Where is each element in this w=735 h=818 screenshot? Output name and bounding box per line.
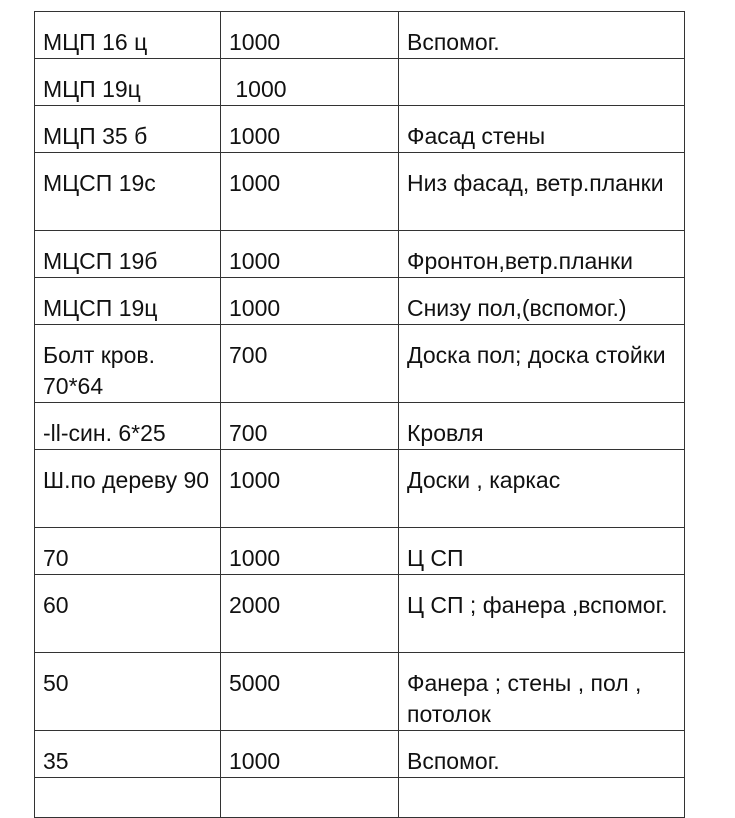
table-row — [35, 106, 685, 153]
table-row — [35, 12, 685, 59]
table-row — [35, 153, 685, 231]
cell-qty: 2000 — [221, 575, 399, 653]
cell-use: Доска пол; доска стойки — [399, 325, 685, 403]
cell-use: Фронтон,ветр.планки — [399, 231, 685, 278]
cell-qty: 1000 — [221, 278, 399, 325]
cell-name: 50 — [35, 653, 221, 731]
table-row — [35, 575, 685, 653]
table-row — [35, 231, 685, 278]
cell-use: Доски , каркас — [399, 450, 685, 528]
cell-use: Вспомог. — [399, 731, 685, 778]
table-body — [35, 12, 685, 818]
cell-qty: 1000 — [221, 59, 399, 106]
cell-name — [35, 778, 221, 818]
cell-qty: 1000 — [221, 528, 399, 575]
cell-name: МЦСП 19б — [35, 231, 221, 278]
table-row — [35, 450, 685, 528]
cell-use — [399, 59, 685, 106]
cell-name: Болт кров. 70*64 — [35, 325, 221, 403]
table-row — [35, 653, 685, 731]
cell-name: -ll-син. 6*25 — [35, 403, 221, 450]
cell-use: Вспомог. — [399, 12, 685, 59]
cell-qty: 5000 — [221, 653, 399, 731]
cell-use: Кровля — [399, 403, 685, 450]
table-row — [35, 59, 685, 106]
cell-use: Ц СП — [399, 528, 685, 575]
cell-name: МЦП 35 б — [35, 106, 221, 153]
table-row — [35, 778, 685, 818]
table-row — [35, 278, 685, 325]
cell-qty: 1000 — [221, 231, 399, 278]
cell-name: МЦСП 19ц — [35, 278, 221, 325]
cell-use: Низ фасад, ветр.планки — [399, 153, 685, 231]
table-row — [35, 403, 685, 450]
cell-use: Фанера ; стены , пол , потолок — [399, 653, 685, 731]
cell-use: Фасад стены — [399, 106, 685, 153]
cell-name: 70 — [35, 528, 221, 575]
cell-qty: 1000 — [221, 106, 399, 153]
materials-table — [34, 11, 685, 818]
cell-qty: 1000 — [221, 450, 399, 528]
cell-qty: 700 — [221, 403, 399, 450]
cell-use: Ц СП ; фанера ,вспомог. — [399, 575, 685, 653]
cell-name: 60 — [35, 575, 221, 653]
cell-name: МЦП 16 ц — [35, 12, 221, 59]
cell-qty: 1000 — [221, 153, 399, 231]
cell-use: Снизу пол,(вспомог.) — [399, 278, 685, 325]
cell-name: МЦП 19ц — [35, 59, 221, 106]
table-row — [35, 528, 685, 575]
cell-qty: 700 — [221, 325, 399, 403]
table-row — [35, 731, 685, 778]
cell-name: МЦСП 19с — [35, 153, 221, 231]
cell-use — [399, 778, 685, 818]
table-row — [35, 325, 685, 403]
cell-qty: 1000 — [221, 731, 399, 778]
cell-name: 35 — [35, 731, 221, 778]
cell-qty: 1000 — [221, 12, 399, 59]
cell-qty — [221, 778, 399, 818]
cell-name: Ш.по дереву 90 — [35, 450, 221, 528]
